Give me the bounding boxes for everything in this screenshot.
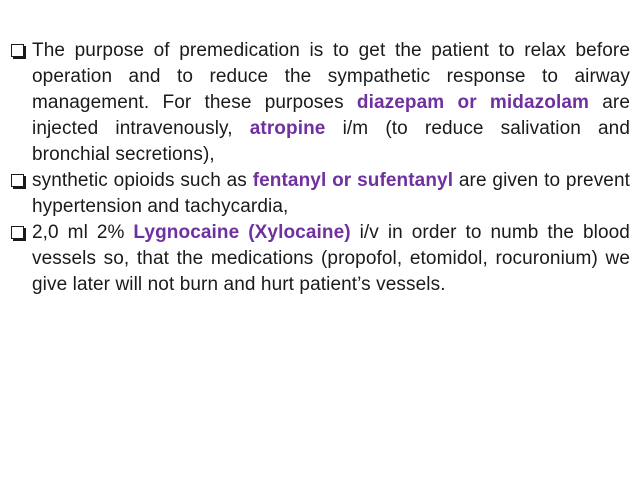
bullet-premedication-purpose (10, 38, 630, 168)
bullet-text: i/v in order to numb the blood vessels so, that the medications (propofol, etomidol, rocuronium) we give later will not burn and hurt patient’s vessels. (32, 222, 630, 295)
hollow-square-bullet-icon (11, 44, 24, 57)
bullet-text: are injected intravenously, (32, 92, 631, 139)
bullet-synthetic-opioids (10, 168, 630, 220)
bullet-text: 2,0 ml 2% (32, 222, 134, 243)
drug-highlight-lygnocaine-xylocaine: Lygnocaine (Xylocaine) (133, 222, 351, 243)
drug-highlight-fentanyl-sufentanyl: fentanyl or sufentanyl (252, 170, 454, 191)
hollow-square-bullet-icon (11, 226, 24, 239)
bullet-text: synthetic opioids such as (32, 170, 253, 191)
bullet-lygnocaine (10, 220, 630, 298)
bullet-text: i/m (to reduce salivation and bronchial secretions), (32, 118, 630, 165)
drug-highlight-diazepam-midazolam: diazepam or midazolam (356, 92, 590, 113)
drug-highlight-atropine: atropine (249, 118, 326, 139)
bullet-text: The purpose of premedication is to get the patient to relax before operation and to reduce the sympathetic response to airway management. For these purposes (32, 40, 630, 113)
bullet-list (10, 38, 630, 298)
hollow-square-bullet-icon (11, 174, 24, 187)
bullet-text: are given to prevent hypertension and tachycardia, (32, 170, 631, 217)
